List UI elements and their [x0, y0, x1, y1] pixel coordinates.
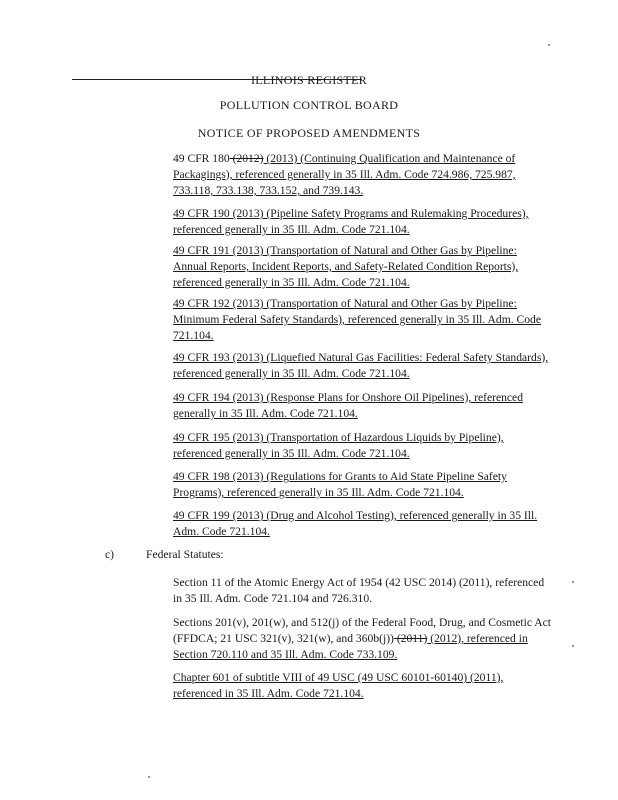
cfr-191-paragraph: 49 CFR 191 (2013) (Transportation of Natural and Other Gas by Pipeline: Annual Reports, Incident Reports, and Safety-Related Condition Reports), referenced generally in 35 Ill. Adm. Code 721.104.	[173, 244, 519, 289]
cfr-180-paragraph	[173, 151, 551, 199]
section-c-label: c)	[105, 548, 115, 561]
cfr-180-added-year: (2013) (Continuing Qualification and Maintenance of Packagings), referenced generally in 35 Ill. Adm. Code 724.986, 725.987, 733.118, 733.138, 733.152, and 739.143.	[173, 152, 516, 197]
board-title: POLLUTION CONTROL BOARD	[219, 98, 399, 112]
cfr-198-paragraph: 49 CFR 198 (2013) (Regulations for Grants to Aid State Pipeline Safety Programs), referenced generally in 35 Ill. Adm. Code 721.104.	[173, 470, 507, 499]
cfr-180-deleted-year: (2012)	[229, 152, 264, 165]
cfr-194-paragraph: 49 CFR 194 (2013) (Response Plans for Onshore Oil Pipelines), referenced generally in 35 Ill. Adm. Code 721.104.	[173, 391, 524, 420]
cfr-199-paragraph: 49 CFR 199 (2013) (Drug and Alcohol Testing), referenced generally in 35 Ill. Adm. Code 721.104.	[173, 509, 538, 538]
cfr-192-paragraph: 49 CFR 192 (2013) (Transportation of Natural and Other Gas by Pipeline: Minimum Federal Safety Standards), referenced generally in 35 Ill. Adm. Code 721.104.	[173, 297, 541, 342]
cfr-195-paragraph: 49 CFR 195 (2013) (Transportation of Hazardous Liquids by Pipeline), referenced generally in 35 Ill. Adm. Code 721.104.	[173, 431, 504, 460]
ffdca-added-text: (2012), referenced in Section 720.110 and 35 Ill. Adm. Code 733.109.	[173, 632, 528, 661]
chapter-601-paragraph: Chapter 601 of subtitle VIII of 49 USC (49 USC 60101-60140) (2011), referenced in 35 Ill. Adm. Code 721.104.	[173, 671, 504, 700]
notice-title: NOTICE OF PROPOSED AMENDMENTS	[197, 126, 421, 140]
atomic-energy-act-paragraph: Section 11 of the Atomic Energy Act of 1954 (42 USC 2014) (2011), referenced in 35 Ill. Adm. Code 721.104 and 726.310.	[173, 576, 545, 605]
ffdca-deleted-year: (2011)	[393, 632, 428, 645]
scan-speck	[572, 645, 574, 647]
scan-speck	[548, 44, 550, 46]
ffdca-citation: Sections 201(v), 201(w), and 512(j) of the Federal Food, Drug, and Cosmetic Act (FFDCA; 21 USC 321(v), 321(w), and 360b(j))	[173, 616, 552, 645]
register-title: ILLINOIS REGISTER	[250, 73, 368, 87]
scan-speck	[572, 581, 574, 583]
ffdca-paragraph	[173, 615, 551, 663]
federal-statutes-heading: Federal Statutes:	[146, 548, 224, 561]
scan-speck	[148, 776, 150, 778]
cfr-180-citation: 49 CFR 180	[173, 152, 230, 165]
cfr-193-paragraph: 49 CFR 193 (2013) (Liquefied Natural Gas Facilities: Federal Safety Standards), referenced generally in 35 Ill. Adm. Code 721.104.	[173, 351, 549, 380]
cfr-190-paragraph: 49 CFR 190 (2013) (Pipeline Safety Programs and Rulemaking Procedures), referenced generally in 35 Ill. Adm. Code 721.104.	[173, 207, 529, 236]
